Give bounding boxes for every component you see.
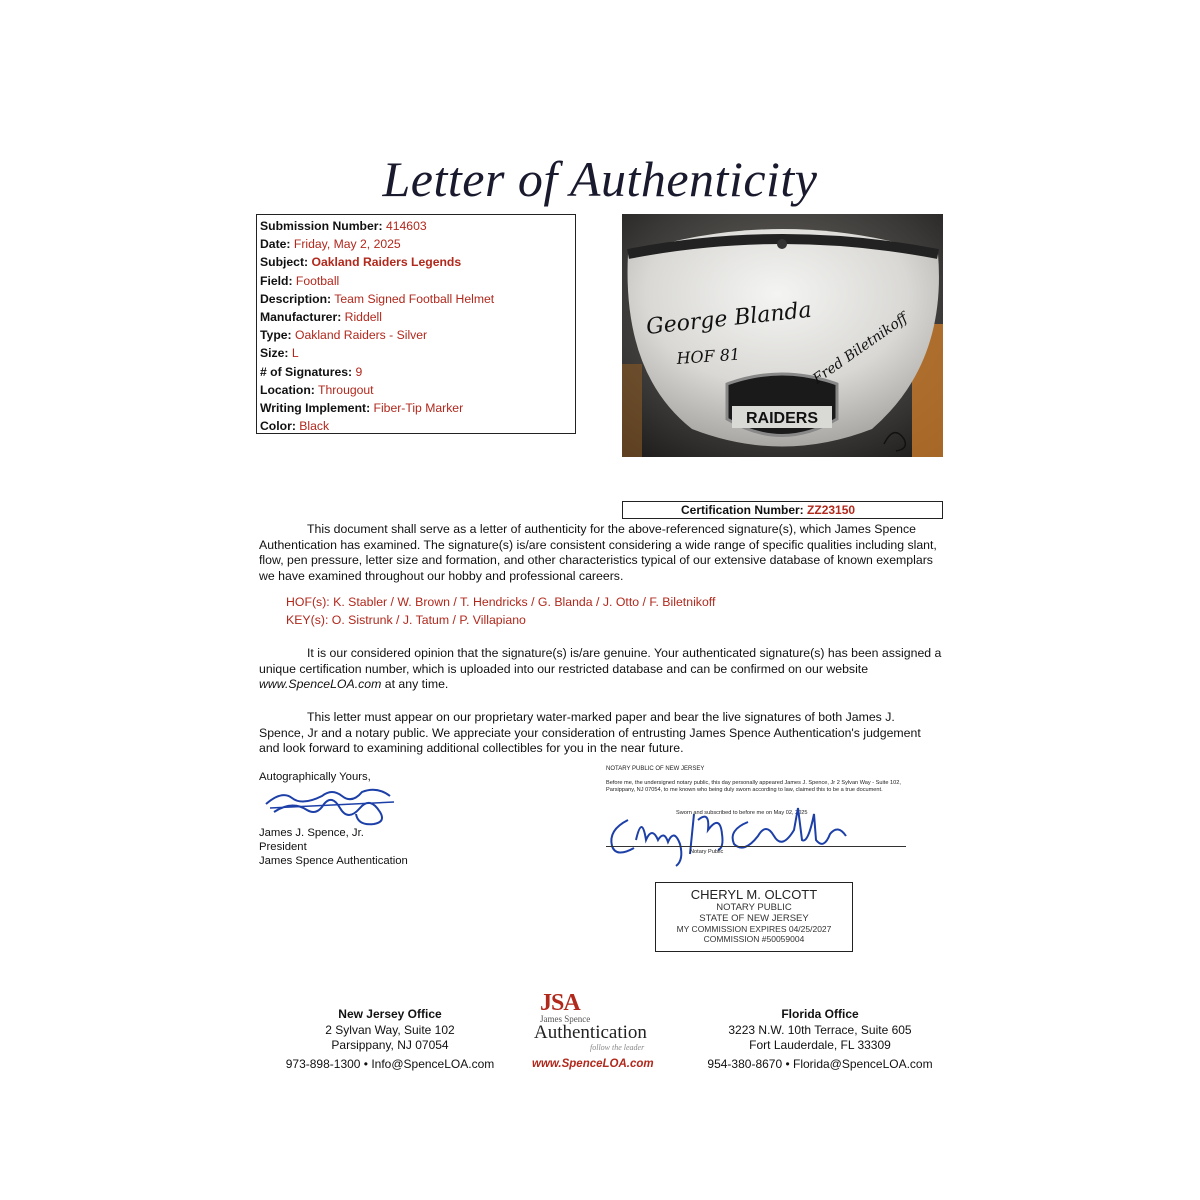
fl-office xyxy=(680,1007,960,1072)
signature-blanda: George Blanda xyxy=(645,297,813,340)
jsa-tagline-top: James Spence xyxy=(540,1014,591,1024)
paragraph-opinion xyxy=(259,646,943,693)
certification-number: ZZ23150 xyxy=(807,503,856,517)
info-value: L xyxy=(291,346,299,361)
stamp-line-1: NOTARY PUBLIC xyxy=(716,902,792,913)
paragraph-2-end: at any time. xyxy=(381,677,449,692)
key-list: KEY(s): O. Sistrunk / J. Tatum / P. Villapiano xyxy=(286,613,526,627)
nj-office-line2: Parsippany, NJ 07054 xyxy=(331,1038,449,1052)
website-link[interactable]: www.SpenceLOA.com xyxy=(259,677,382,692)
info-row-writing-implement xyxy=(260,399,572,417)
info-label: Size: xyxy=(260,346,289,361)
stamp-name: CHERYL M. OLCOTT xyxy=(690,887,818,902)
info-row-color xyxy=(260,417,572,435)
paragraph-watermark xyxy=(259,710,943,757)
notary-header: NOTARY PUBLIC OF NEW JERSEY xyxy=(606,766,705,772)
certification-label: Certification Number: xyxy=(681,503,804,517)
info-row-location xyxy=(260,381,572,399)
helmet-illustration xyxy=(622,214,943,457)
signer-name: James J. Spence, Jr. xyxy=(259,827,364,839)
info-label: Location: xyxy=(260,382,315,397)
notary-sworn: Sworn and subscribed to before me on May 02, 2025 xyxy=(676,810,808,816)
submission-info-box xyxy=(256,214,576,434)
nj-office-line1: 2 Sylvan Way, Suite 102 xyxy=(325,1022,455,1037)
info-label: # of Signatures: xyxy=(260,364,353,379)
stamp-line-2: STATE OF NEW JERSEY xyxy=(699,913,809,924)
signer-role: President xyxy=(259,841,307,853)
info-value: Riddell xyxy=(344,310,382,325)
info-value: Oakland Raiders - Silver xyxy=(295,328,428,343)
info-label: Submission Number: xyxy=(260,219,383,233)
notary-signature-line xyxy=(606,846,906,847)
jsa-logo xyxy=(520,990,680,1075)
info-label: Manufacturer: xyxy=(260,310,342,325)
closing-salutation: Autographically Yours, xyxy=(259,771,371,783)
info-label: Field: xyxy=(260,273,293,288)
info-row-date xyxy=(260,235,572,253)
jsa-mark: JSA xyxy=(540,990,580,1016)
info-row-signatures xyxy=(260,363,572,381)
paragraph-authenticity xyxy=(259,522,943,584)
stamp-line-3: MY COMMISSION EXPIRES 04/25/2027 xyxy=(676,924,832,934)
nj-office-head: New Jersey Office xyxy=(338,1007,442,1021)
fl-office-head: Florida Office xyxy=(781,1007,859,1021)
info-value: 9 xyxy=(355,364,363,379)
notary-statement: Before me, the undersigned notary public, this day personally appeared James J. Spence, Jr 2 Sylvan Way - Suite 102, Parsippany, NJ 07054, to me known who being duly sworn according to law, claimed this to be a true document. xyxy=(606,780,901,794)
nj-office xyxy=(250,1007,530,1072)
letter-title: Letter of Authenticity xyxy=(382,151,818,207)
notary-stamp xyxy=(655,882,853,952)
stamp-line-4: COMMISSION #50059004 xyxy=(703,934,805,944)
jsa-tagline: follow the leader xyxy=(590,1043,645,1052)
info-row-type xyxy=(260,326,572,344)
helmet-photo xyxy=(622,214,943,457)
info-label: Color: xyxy=(260,419,296,434)
info-row-size xyxy=(260,344,572,362)
signature-blanda-hof: HOF 81 xyxy=(675,344,741,368)
fl-office-contact: 954-380-8670 • Florida@SpenceLOA.com xyxy=(707,1056,933,1071)
info-value: Oakland Raiders Legends xyxy=(311,255,462,270)
info-row-field xyxy=(260,272,572,290)
info-label: Type: xyxy=(260,328,292,343)
info-value: 414603 xyxy=(385,219,427,233)
info-row-subject xyxy=(260,253,572,271)
info-row-description xyxy=(260,290,572,308)
notary-signature xyxy=(598,800,870,872)
spence-signature xyxy=(262,782,402,830)
info-value: Fiber-Tip Marker xyxy=(373,401,464,416)
fl-office-line2: Fort Lauderdale, FL 33309 xyxy=(749,1038,891,1052)
info-label: Writing Implement: xyxy=(260,401,371,416)
paragraph-3-text: This letter must appear on our proprietary water-marked paper and bear the live signatures of both James J. Spence, Jr and a notary public. We appreciate your consideration of entrusting James Spence Authentication's judgement and look forward to examining additional collectibles for you in the near future. xyxy=(259,710,921,756)
jsa-website[interactable]: www.SpenceLOA.com xyxy=(532,1058,654,1070)
info-label: Subject: xyxy=(260,255,309,270)
certification-number-box xyxy=(622,501,943,519)
info-label: Date: xyxy=(260,237,291,252)
notary-line-label: Notary Public xyxy=(690,849,724,855)
info-row-submission-number xyxy=(260,217,572,235)
signer-company: James Spence Authentication xyxy=(259,855,408,867)
nj-office-contact: 973-898-1300 • Info@SpenceLOA.com xyxy=(285,1056,495,1071)
info-value: Througout xyxy=(318,382,374,397)
helmet-logo-text: RAIDERS xyxy=(745,410,819,427)
fl-office-line1: 3223 N.W. 10th Terrace, Suite 605 xyxy=(728,1022,912,1037)
jsa-word: Authentication xyxy=(534,1022,647,1043)
info-value: Friday, May 2, 2025 xyxy=(293,237,401,252)
paragraph-1-text: This document shall serve as a letter of authenticity for the above-referenced signature(s), which James Spence Authentication has examined. The signature(s) is/are consistent considering a wide range of specific qualities including slant, flow, pen pressure, letter size and formation, and other characteristics typical of our extensive database of known exemplars we have examined throughout our hobby and professional careers. xyxy=(259,522,937,583)
hof-list: HOF(s): K. Stabler / W. Brown / T. Hendricks / G. Blanda / J. Otto / F. Biletnikoff xyxy=(286,595,716,609)
info-value: Black xyxy=(299,419,330,434)
paragraph-2-text: It is our considered opinion that the signature(s) is/are genuine. Your authenticated signature(s) has been assigned a unique certification number, which is uploaded into our restricted database and can be confirmed on our website xyxy=(259,646,942,676)
info-row-manufacturer xyxy=(260,308,572,326)
info-value: Team Signed Football Helmet xyxy=(334,291,495,306)
info-label: Description: xyxy=(260,291,332,306)
signature-biletnikoff: Fred Biletnikoff xyxy=(810,310,911,388)
info-value: Football xyxy=(295,273,340,288)
